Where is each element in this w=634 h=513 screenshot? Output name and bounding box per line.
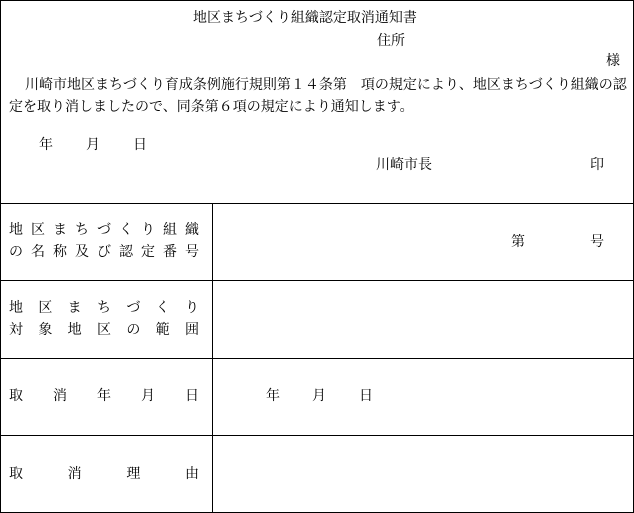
notice-body-text: 川崎市地区まちづくり育成条例施行規則第１４条第 項の規定により、地区まちづくり組織の認定を取り消しましたので、同条第６項の規定により通知します。 xyxy=(9,77,627,115)
label-char: づ xyxy=(97,222,111,238)
label-char: く xyxy=(155,300,170,316)
label-char: 名 xyxy=(31,244,45,260)
label-char: び xyxy=(97,244,111,260)
label-char: 消 xyxy=(67,466,82,482)
revocation-date-label xyxy=(9,389,199,411)
document-title: 地区まちづくり組織認定取消通知書 xyxy=(193,10,417,26)
target-area-label-line1 xyxy=(9,301,199,317)
target-area-label-line2 xyxy=(9,323,199,339)
label-char: の xyxy=(126,322,141,338)
label-char: 取 xyxy=(9,388,23,404)
label-char: り xyxy=(184,300,199,316)
label-char: 日 xyxy=(185,388,199,404)
issue-date-month: 月 xyxy=(86,137,100,153)
label-char: 区 xyxy=(38,300,53,316)
label-char: 範 xyxy=(155,322,170,338)
label-char: 織 xyxy=(185,222,199,238)
label-char: 地 xyxy=(9,300,23,316)
label-char: ち xyxy=(96,300,111,316)
cert-number-prefix: 第 xyxy=(511,234,525,250)
label-char: 称 xyxy=(53,244,67,260)
label-char: ま xyxy=(53,222,67,238)
org-name-label-line1 xyxy=(9,223,199,239)
honorific-label: 様 xyxy=(606,53,620,69)
label-char: 地 xyxy=(9,222,23,238)
label-char: ち xyxy=(75,222,89,238)
label-char: 理 xyxy=(126,466,141,482)
issue-date-day: 日 xyxy=(133,137,147,153)
label-char: 象 xyxy=(38,322,53,338)
label-char: の xyxy=(9,244,23,260)
label-char: 番 xyxy=(163,244,177,260)
table-row-divider-1 xyxy=(1,280,633,281)
table-row-divider-3 xyxy=(1,435,633,436)
label-char: 認 xyxy=(119,244,133,260)
label-char: 区 xyxy=(96,322,111,338)
revocation-reason-label xyxy=(9,467,199,489)
cert-number-suffix: 号 xyxy=(590,234,604,250)
revocation-date-year: 年 xyxy=(266,388,280,404)
target-area-label xyxy=(9,301,199,345)
label-char: 号 xyxy=(185,244,199,260)
label-char: 消 xyxy=(53,388,67,404)
table-row-divider-2 xyxy=(1,358,633,359)
revocation-reason-label-text xyxy=(9,467,199,483)
label-char: ま xyxy=(67,300,82,316)
org-name-label-line2 xyxy=(9,245,199,261)
label-char: づ xyxy=(126,300,141,316)
label-char: 囲 xyxy=(184,322,199,338)
table-top-border xyxy=(1,203,633,204)
table-column-divider xyxy=(212,203,213,512)
label-char: り xyxy=(141,222,155,238)
mayor-name: 川崎市長 xyxy=(376,157,432,173)
revocation-date-day: 日 xyxy=(359,388,373,404)
revocation-date-label-text xyxy=(9,389,199,405)
label-char: 対 xyxy=(9,322,23,338)
label-char: 地 xyxy=(67,322,82,338)
issue-date-year: 年 xyxy=(39,137,53,153)
label-char: 年 xyxy=(97,388,111,404)
label-char: 定 xyxy=(141,244,155,260)
label-char: 取 xyxy=(9,466,23,482)
seal-mark: 印 xyxy=(590,157,604,173)
label-char: 由 xyxy=(184,466,199,482)
label-char: 区 xyxy=(31,222,45,238)
label-char: 月 xyxy=(141,388,155,404)
label-char: 組 xyxy=(163,222,177,238)
label-char: く xyxy=(119,222,133,238)
org-name-label xyxy=(9,223,199,267)
label-char: 及 xyxy=(75,244,89,260)
revocation-date-month: 月 xyxy=(312,388,326,404)
address-label: 住所 xyxy=(377,33,405,49)
